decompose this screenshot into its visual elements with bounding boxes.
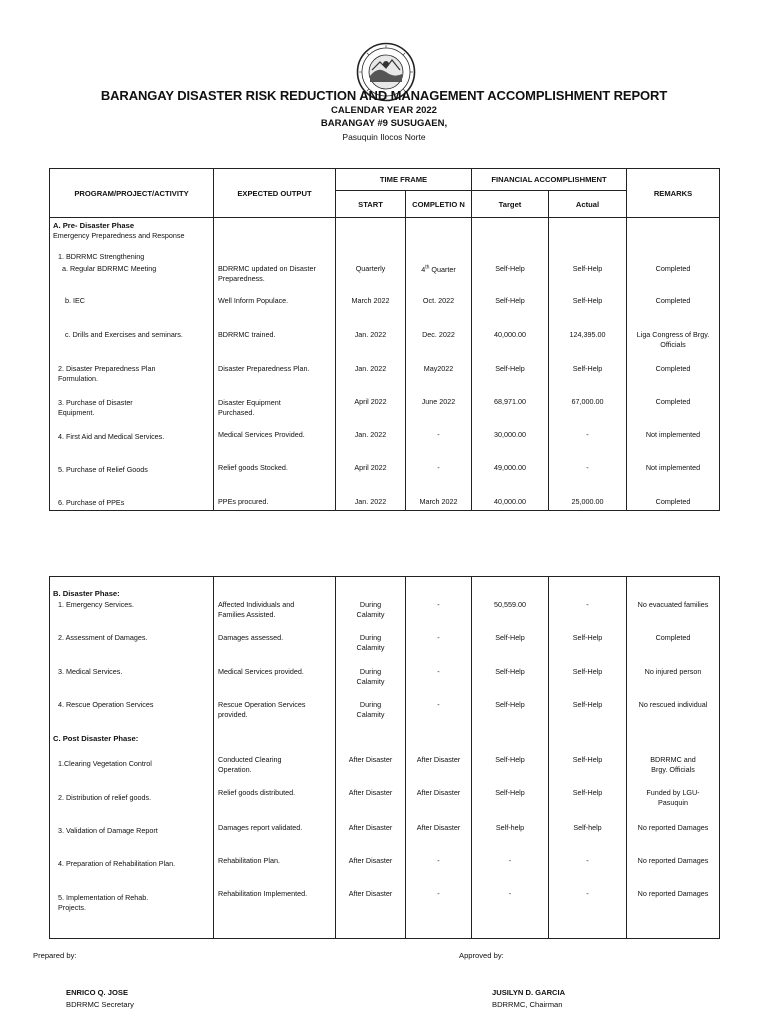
- output-a6: Medical Services Provided.: [218, 430, 305, 439]
- start-a3: Jan. 2022: [354, 330, 387, 339]
- actual-a7: -: [586, 463, 589, 472]
- header-time-frame: TIME FRAME: [336, 169, 472, 191]
- completion-a7: -: [437, 463, 440, 472]
- barangay-name: BARANGAY #9 SUSUGAEN,: [320, 118, 448, 129]
- section-a-subheading: Emergency Preparedness and Response: [53, 231, 185, 240]
- target-a2: Self-Help: [495, 296, 525, 305]
- actual-column: [549, 218, 627, 511]
- completion-a3: Dec. 2022: [422, 330, 455, 339]
- start-b2: During Calamity: [356, 633, 385, 652]
- remarks-c5: No reported Damages: [637, 889, 709, 898]
- output-a3: BDRRMC trained.: [218, 330, 276, 339]
- program-column: [50, 218, 214, 511]
- approved-by-name: JUSILYN D. GARCIA: [492, 988, 566, 997]
- remarks-a6: Not implemented: [645, 430, 701, 439]
- activity-a5: 3. Purchase of Disaster Equipment.: [58, 398, 133, 417]
- actual-a4: Self-Help: [572, 364, 603, 373]
- actual-a8: 25,000.00: [571, 497, 604, 506]
- header-actual: Actual: [549, 191, 627, 218]
- completion-c2: After Disaster: [416, 788, 461, 797]
- section-b-heading: B. Disaster Phase:: [53, 589, 120, 598]
- target-c4: -: [508, 856, 512, 865]
- completion-a1: 4th Quarter: [421, 265, 456, 275]
- actual-a5: 67,000.00: [571, 397, 604, 406]
- report-title: BARANGAY DISASTER RISK REDUCTION AND MANAGEMENT ACCOMPLISHMENT REPORT: [100, 88, 668, 103]
- start-a6: Jan. 2022: [354, 430, 387, 439]
- target-a7: 49,000.00: [494, 463, 526, 472]
- remarks-a3: Liga Congress of Brgy. Officials: [636, 330, 710, 349]
- completion-a5: June 2022: [421, 397, 456, 406]
- completion-c5: -: [437, 889, 440, 898]
- start-column-b: [336, 577, 406, 939]
- header-completion: COMPLETIO N: [406, 191, 472, 218]
- header-output: EXPECTED OUTPUT: [214, 169, 336, 218]
- prepared-by-title: BDRRMC Secretary: [66, 1000, 134, 1009]
- activity-b3: 3. Medical Services.: [58, 667, 123, 676]
- remarks-b4: No rescued individual: [638, 700, 708, 709]
- header-start: START: [336, 191, 406, 218]
- remarks-a4: Completed: [655, 364, 691, 373]
- output-a1: BDRRMC updated on Disaster Preparedness.: [218, 264, 316, 283]
- target-column: [472, 218, 549, 511]
- activity-c4: 4. Preparation of Rehabilitation Plan.: [58, 859, 176, 868]
- header-program: PROGRAM/PROJECT/ACTIVITY: [50, 169, 214, 218]
- output-c4: Rehabilitation Plan.: [218, 856, 280, 865]
- output-c3: Damages report validated.: [218, 823, 303, 832]
- output-b1: Affected Individuals and Families Assisted.: [218, 600, 295, 619]
- start-c2: After Disaster: [348, 788, 393, 797]
- completion-a4: May2022: [423, 364, 454, 373]
- actual-c1: Self-Help: [572, 755, 603, 764]
- target-a8: 40,000.00: [494, 497, 526, 506]
- remarks-b3: No injured person: [644, 667, 702, 676]
- completion-a8: March 2022: [419, 497, 458, 506]
- start-a5: April 2022: [354, 397, 387, 406]
- start-a1: Quarterly: [355, 264, 386, 273]
- output-a7: Relief goods Stocked.: [218, 463, 288, 472]
- output-c5: Rehabilitation Implemented.: [218, 889, 308, 898]
- activity-a8: 6. Purchase of PPEs: [58, 498, 125, 507]
- target-a4: Self-Help: [495, 364, 525, 373]
- output-column-b: [214, 577, 336, 939]
- target-c1: Self-Help: [495, 755, 525, 764]
- start-c3: After Disaster: [348, 823, 393, 832]
- actual-b1: -: [586, 600, 589, 609]
- program-column-b: [50, 577, 214, 939]
- completion-c3: After Disaster: [416, 823, 461, 832]
- output-a8: PPEs procured.: [218, 497, 269, 506]
- activity-a1: a. Regular BDRRMC Meeting: [62, 264, 157, 273]
- activity-c5: 5. Implementation of Rehab. Projects.: [58, 893, 149, 912]
- activity-b4: 4. Rescue Operation Services: [58, 700, 154, 709]
- remarks-c3: No reported Damages: [637, 823, 709, 832]
- section-c-heading: C. Post Disaster Phase:: [53, 734, 139, 743]
- target-c2: Self-Help: [495, 788, 525, 797]
- start-c5: After Disaster: [348, 889, 393, 898]
- activity-a7: 5. Purchase of Relief Goods: [58, 465, 148, 474]
- target-b3: Self-Help: [495, 667, 525, 676]
- prepared-by-name: ENRICO Q. JOSE: [66, 988, 129, 997]
- output-b4: Rescue Operation Services provided.: [218, 700, 306, 719]
- actual-a1: Self-Help: [572, 264, 603, 273]
- completion-column-b: [406, 577, 472, 939]
- target-b1: 50,559.00: [494, 600, 526, 609]
- completion-a6: -: [437, 430, 440, 439]
- actual-c2: Self-Help: [572, 788, 603, 797]
- start-a7: April 2022: [354, 463, 387, 472]
- completion-a2: Oct. 2022: [422, 296, 455, 305]
- actual-c5: -: [586, 889, 589, 898]
- activity-c2: 2. Distribution of relief goods.: [58, 793, 152, 802]
- output-a2: Well Inform Populace.: [218, 296, 289, 305]
- actual-a3: 124,395.00: [569, 330, 606, 339]
- target-c3: Self-help: [495, 823, 525, 832]
- completion-b2: -: [437, 633, 440, 642]
- activity-b2: 2. Assessment of Damages.: [58, 633, 148, 642]
- start-b3: During Calamity: [356, 667, 385, 686]
- section-a-heading: A. Pre- Disaster Phase: [53, 221, 135, 230]
- town-name: Pasuquin Ilocos Norte: [342, 132, 426, 142]
- output-a4: Disaster Preparedness Plan.: [218, 364, 310, 373]
- actual-c4: -: [586, 856, 589, 865]
- target-a6: 30,000.00: [494, 430, 526, 439]
- target-c5: -: [508, 889, 512, 898]
- remarks-b1: No evacuated families: [637, 600, 709, 609]
- completion-c1: After Disaster: [416, 755, 461, 764]
- target-column-b: [472, 577, 549, 939]
- activity-a4: 2. Disaster Preparedness Plan Formulation.: [58, 364, 156, 383]
- activity-a2: b. IEC: [65, 296, 85, 305]
- actual-column-b: [549, 577, 627, 939]
- remarks-a2: Completed: [655, 296, 691, 305]
- actual-b2: Self-Help: [572, 633, 603, 642]
- start-a4: Jan. 2022: [354, 364, 387, 373]
- actual-b4: Self-Help: [572, 700, 603, 709]
- actual-b3: Self-Help: [572, 667, 603, 676]
- start-c4: After Disaster: [348, 856, 393, 865]
- start-b1: During Calamity: [356, 600, 385, 619]
- header-financial: FINANCIAL ACCOMPLISHMENT: [472, 169, 627, 191]
- start-c1: After Disaster: [348, 755, 393, 764]
- calendar-year: CALENDAR YEAR 2022: [331, 105, 437, 116]
- activity-a6: 4. First Aid and Medical Services.: [58, 432, 165, 441]
- target-a3: 40,000.00: [494, 330, 526, 339]
- remarks-c2: Funded by LGU- Pasuquin: [646, 788, 700, 807]
- disaster-post-disaster-table: [49, 576, 720, 939]
- pre-disaster-table: [49, 168, 720, 511]
- header-target: Target: [472, 191, 549, 218]
- completion-b3: -: [437, 667, 440, 676]
- actual-a2: Self-Help: [572, 296, 603, 305]
- prepared-by-label: Prepared by:: [33, 951, 77, 960]
- output-b2: Damages assessed.: [218, 633, 284, 642]
- target-a5: 68,971.00: [494, 397, 526, 406]
- start-column: [336, 218, 406, 511]
- header-remarks: REMARKS: [627, 169, 720, 218]
- start-a8: Jan. 2022: [354, 497, 387, 506]
- output-b3: Medical Services provided.: [218, 667, 304, 676]
- target-a1: Self-Help: [495, 264, 525, 273]
- activity-b1: 1. Emergency Services.: [58, 600, 134, 609]
- start-a2: March 2022: [351, 296, 390, 305]
- approved-by-title: BDRRMC, Chairman: [492, 1000, 563, 1009]
- remarks-a7: Not implemented: [645, 463, 701, 472]
- remarks-c1: BDRRMC and Brgy. Officials: [650, 755, 696, 774]
- target-b4: Self-Help: [495, 700, 525, 709]
- start-b4: During Calamity: [356, 700, 385, 719]
- output-c2: Relief goods distributed.: [218, 788, 296, 797]
- completion-column: [406, 218, 472, 511]
- group-heading: 1. BDRRMC Strengthening: [58, 252, 145, 261]
- completion-b1: -: [437, 600, 440, 609]
- completion-b4: -: [437, 700, 440, 709]
- target-b2: Self-Help: [495, 633, 525, 642]
- remarks-column-b: [627, 577, 720, 939]
- approved-by-label: Approved by:: [459, 951, 504, 960]
- completion-c4: -: [437, 856, 440, 865]
- activity-c1: 1.Clearing Vegetation Control: [58, 759, 152, 768]
- output-c1: Conducted Clearing Operation.: [218, 755, 282, 774]
- remarks-column: [627, 218, 720, 511]
- activity-a3: c. Drills and Exercises and seminars.: [65, 330, 183, 339]
- actual-c3: Self-help: [573, 823, 602, 832]
- actual-a6: -: [586, 430, 589, 439]
- remarks-a1: Completed: [655, 264, 691, 273]
- remarks-c4: No reported Damages: [637, 856, 709, 865]
- output-a5: Disaster Equipment Purchased.: [218, 398, 281, 417]
- remarks-a8: Completed: [655, 497, 691, 506]
- activity-c3: 3. Validation of Damage Report: [58, 826, 158, 835]
- remarks-b2: Completed: [655, 633, 691, 642]
- remarks-a5: Completed: [655, 397, 691, 406]
- output-column: [214, 218, 336, 511]
